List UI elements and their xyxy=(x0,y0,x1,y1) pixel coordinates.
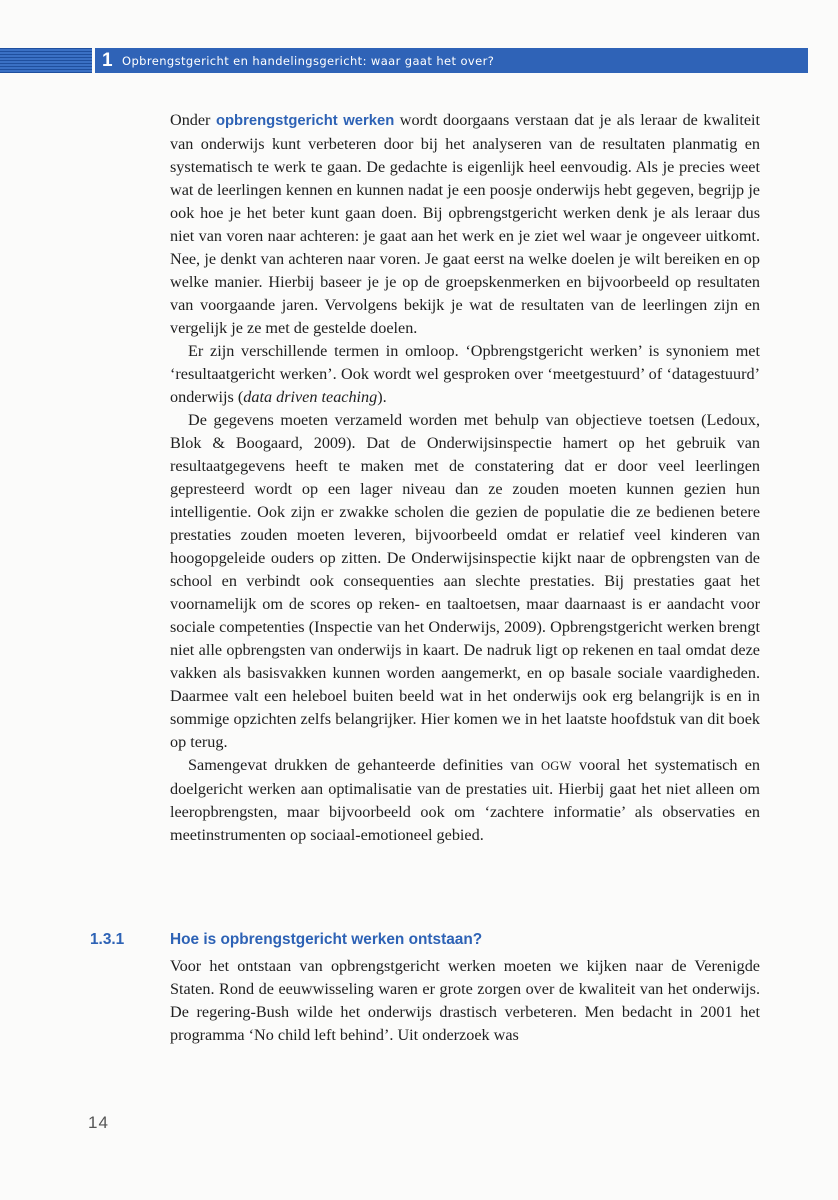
paragraph-2-lead: Er zijn verschillende termen in omloop. ‘Opbrengstgericht werken’ is synoniem met ‘resultaatgericht werken’. Ook wordt wel gesproken over ‘meetgestuurd’ of ‘datagestuurd’ onderwijs ( xyxy=(170,342,760,406)
paragraph-2-italic: data driven teaching xyxy=(243,388,378,406)
paragraph-1-lead: Onder xyxy=(170,111,216,129)
section-body xyxy=(170,955,760,1047)
section-number: 1.3.1 xyxy=(90,931,125,948)
paragraph-3: De gegevens moeten verzameld worden met behulp van objectieve toetsen (Ledoux, Blok & Boogaard, 2009). Dat de Onderwijsinspectie hamert op het gebruik van resultaatgegevens heeft te maken met de constatering dat er door veel leerlingen gepresteerd wordt op een lager niveau dan ze zouden moeten kunnen gezien hun intelligentie. Ook zijn er zwakke scholen die gezien de populatie die ze bedienen betere prestaties zouden moeten leveren, bijvoorbeeld omdat er relatief veel kinderen van hoogopgeleide ouders op zitten. De Onderwijsinspectie kijkt naar de opbrengsten van de school en verbindt ook consequenties aan slechte prestaties. Bij prestaties gaat het voornamelijk om de scores op reken- en taaltoetsen, maar daarnaast is er aandacht voor sociale competenties (Inspectie van het Onderwijs, 2009). Opbrengstgericht werken brengt niet alle opbrengsten van onderwijs in kaart. De nadruk ligt op rekenen en taal omdat deze vakken als basisvakken kunnen worden aangemerkt, en op basale sociale vaardigheden. Daarmee valt een heleboel buiten beeld wat in het onderwijs ook erg belangrijk is en in sommige opzichten zelfs belangrijker. Hier komen we in het laatste hoofdstuk van dit boek op terug. xyxy=(170,411,760,751)
chapter-number: 1 xyxy=(102,50,113,71)
page-number: 14 xyxy=(88,1113,109,1132)
header-stripes-decoration xyxy=(0,48,92,73)
chapter-header-bar xyxy=(0,48,808,73)
section-paragraph: Voor het ontstaan van opbrengstgericht werken moeten we kijken naar de Verenigde Staten. Rond de eeuwwisseling waren er grote zorgen over de kwaliteit van het onderwijs. De regering-Bush wilde het onderwijs drastisch verbeteren. Men bedacht in 2001 het programma ‘No child left behind’. Uit onderzoek was xyxy=(170,957,760,1044)
paragraph-1-rest: wordt doorgaans verstaan dat je als leraar de kwaliteit van onderwijs kunt verbeteren door bij het analyseren van de resultaten planmatig en systematisch te werk te gaan. De gedachte is eigenlijk heel eenvoudig. Als je precies weet wat de leerlingen kennen en kunnen nadat je een poosje onderwijs hebt gegeven, begrijp je ook hoe je het beter kunt gaan doen. Bij opbrengstgericht werken denk je als leraar dus niet van voren naar achteren: je gaat aan het werk en je ziet wel waar je ongeveer uitkomt. Nee, je denkt van achteren naar voren. Je gaat eerst na welke doelen je wilt bereiken en op welke manier. Hierbij baseer je je op de groepskenmerken en bijvoorbeeld op resultaten van voorgaande jaren. Vervolgens bekijk je wat de resultaten van de leerlingen zijn en vergelijk je ze met de gestelde doelen. xyxy=(170,111,761,337)
abbreviation-ogw: OGW xyxy=(540,759,572,773)
paragraph-4-lead: Samengevat drukken de gehanteerde definities van xyxy=(188,756,541,774)
header-divider xyxy=(92,48,95,73)
paragraph-4 xyxy=(170,754,760,847)
section-heading xyxy=(90,931,790,955)
section-title: Hoe is opbrengstgericht werken ontstaan? xyxy=(170,931,483,948)
body-text xyxy=(170,109,760,847)
paragraph-4-rest: vooral het systematisch en doelgericht werken aan optimalisatie van de prestaties uit. Hierbij gaat het niet alleen om leeropbrengsten, maar bijvoorbeeld ook om ‘zachtere informatie’ als observaties en meetinstrumenten op sociaal-emotioneel gebied. xyxy=(170,756,760,844)
key-term: opbrengstgericht werken xyxy=(215,113,395,129)
paragraph-2 xyxy=(170,340,760,409)
chapter-title: Opbrengstgericht en handelingsgericht: waar gaat het over? xyxy=(122,54,495,68)
paragraph-1 xyxy=(170,109,760,340)
paragraph-2-end: ). xyxy=(377,388,387,406)
